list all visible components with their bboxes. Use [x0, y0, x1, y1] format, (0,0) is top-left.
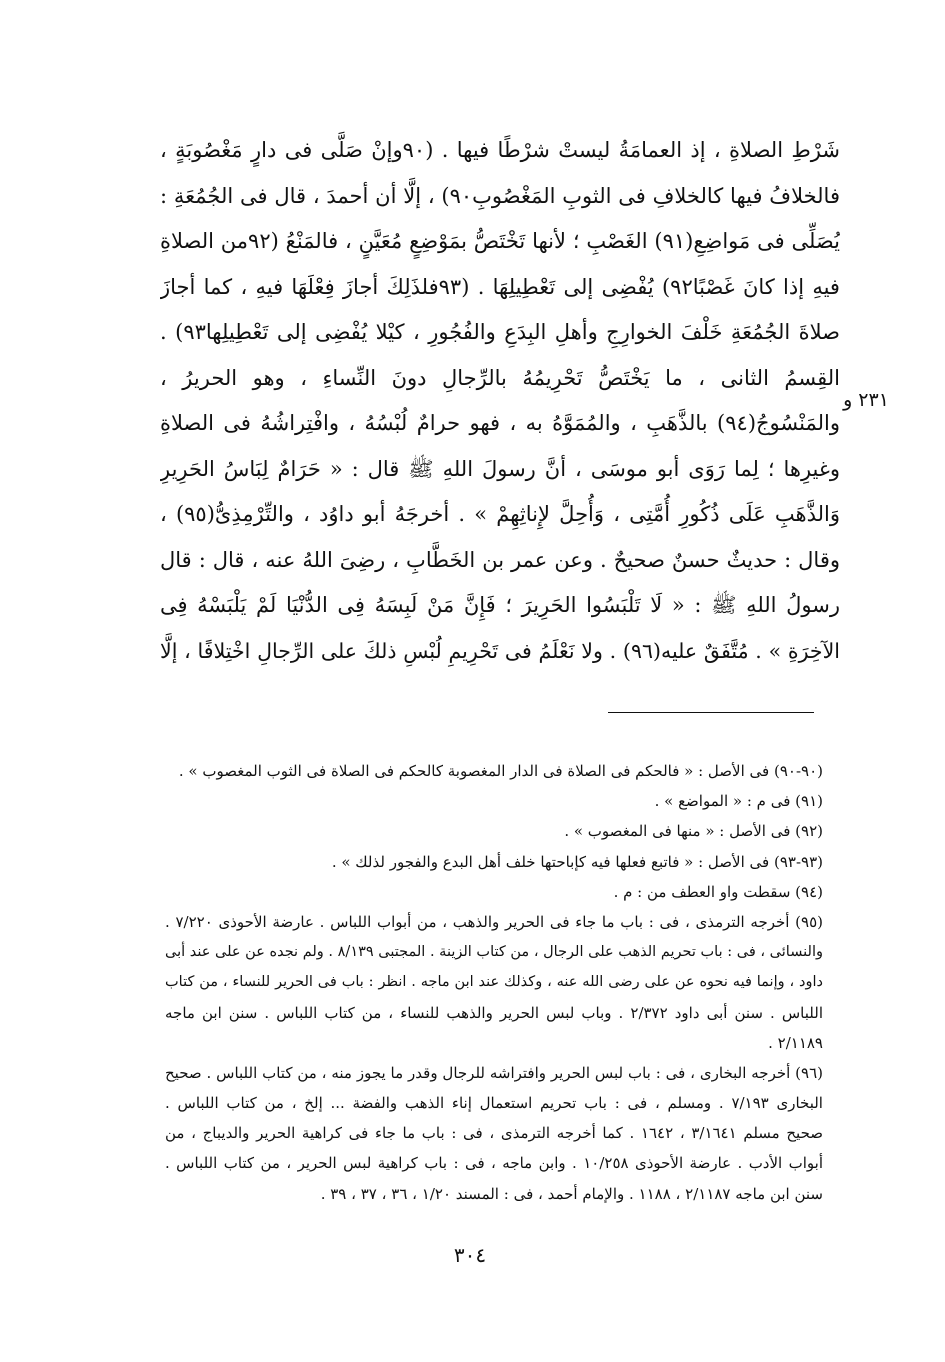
footnote-line: سنن ابن ماجه ٢/١١٨٧ ، ١١٨٨ . والإمام أحمد ، فى : المسند ١/٢٠ ، ٣٦ ، ٣٧ ، ٣٩ . [320, 1184, 823, 1203]
footnote-line: (٩٠-٩٠) فى الأصل : « فالحكم فى الصلاة فى الدار المغصوبة كالحكم فى الصلاة فى الثوب المغصوب » . [178, 762, 823, 780]
main-text-line: القِسمُ الثانى ، ما يَخْتَصُّ تَحْرِيمُهُ بالرِّجالِ دونَ النِّساءِ ، وهو الحريرُ ، [160, 365, 840, 390]
footnote-line: (٩٥) أخرجه الترمذى ، فى : باب ما جاء فى الحرير والذهب ، من أبواب اللباس . عارضة الأحوذى ٧/٢٢٠ . [165, 912, 823, 931]
main-text-line: الآخِرَةِ » . مُتَّفَقٌ عليه(٩٦) . ولا نَعْلَمُ فى تَحْرِيمِ لُبْسِ ذلكَ على الرِّجالِ اخْتِلافًا ، إلَّا [160, 638, 840, 663]
main-text-line: شَرْطِ الصلاةِ ، إذ العمامَةُ ليستْ شرْطًا فيها . (٩٠وإنْ صَلَّى فى دارٍ مَغْصُوبَةٍ ، [160, 138, 840, 162]
main-text-line: والمَنْسُوجُ(٩٤) بالذَّهَبِ ، والمُمَوَّهُ به ، فهو حرامٌ لُبْسُهُ ، وافْتِراشُهُ فى الصلاةِ [160, 411, 840, 435]
footnote-line: داود ، وإنما فيه نحوه عن على رضى الله عنه ، وكذلك عند ابن ماجه . انظر : باب فى الحرير للنساء ، من كتاب [165, 974, 823, 991]
main-text-block [160, 128, 840, 674]
main-text-line: فيهِ إذا كانَ غَصْبًا٩٢) يُفْضِى إلى تَعْطِيلِهَا . (٩٣فلذَلِكَ أجازَ فِعْلَهَا فيهِ ، كما أجازَ [160, 274, 840, 299]
footnote-line: (٩٢) فى الأصل : « منها فى المغصوب » . [564, 822, 823, 841]
page-number: ٣٠٤ [453, 1243, 487, 1267]
manuscript-folio-marker: ٢٣١ و [843, 389, 889, 411]
main-text-line: رسولُ اللهِ ﷺ : « لَا تَلْبَسُوا الحَرِيرَ ؛ فَإِنَّ مَنْ لَبِسَهُ فِى الدُّنْيَا لَمْ يَلْبَسْهُ فِى [160, 593, 840, 617]
main-text-line: وَالذَّهَبِ عَلَى ذُكُورِ أُمَّتِى ، وَأُحِلَّ لإِناثِهِمْ » . أخرجَهُ أبو داوُد ، والتِّرْمِذِىُّ(٩٥) ، [160, 502, 840, 526]
footnote-line: (٩٤) سقطت واو العطف من : م . [613, 882, 823, 901]
main-text-line: وغيرِها ؛ لِما رَوَى أبو موسَى ، أنَّ رسولَ اللهِ ﷺ قال : « حَرَامٌ لِبَاسُ الحَرِيرِ [160, 456, 840, 481]
footnote-line: (٩١) فى م : « المواضع » . [654, 792, 823, 811]
footnotes-block [165, 756, 823, 1209]
main-text-line: صلاةَ الجُمُعَةِ خَلْفَ الخوارِجِ وأهلِ البِدَعِ والفُجُورِ ، كيْلا يُفْضِى إلى تَعْطِيلِها٩٣) . [160, 320, 840, 344]
footnote-line: ٢/١١٨٩ . [768, 1033, 823, 1052]
footnote-line: (٩٣-٩٣) فى الأصل : « فاتبع فعلها فيه كإباحتها خلف أهل البدع والفجور لذلك » . [331, 852, 823, 871]
main-text-line: فالخلافُ فيها كالخلافِ فى الثوبِ المَغْصُوبِ٩٠) ، إلَّا أن أحمدَ ، قال فى الجُمُعَةِ : [160, 183, 840, 208]
main-text-line: يُصَلِّى فى مَواضِعِ(٩١) الغَصْبِ ؛ لأنها تَخْتَصُّ بمَوْضِعٍ مُعَيَّنٍ ، فالمَنْعُ (٩٢من الصلاةِ [160, 229, 840, 253]
footnote-line: أبواب الأدب . عارضة الأحوذى ١٠/٢٥٨ . وابن ماجه ، فى : باب كراهية لبس الحرير ، من كتاب اللباس . [165, 1154, 823, 1173]
footnote-line: صحيح مسلم ٣/١٦٤١ ، ١٦٤٢ . كما أخرجه الترمذى ، فى : باب ما جاء فى كراهية الحرير والديباج ، من [165, 1124, 823, 1143]
footnote-line: البخارى ٧/١٩٣ . ومسلم ، فى : باب تحريم استعمال إناء الذهب والفضة ... إلخ ، من كتاب اللباس . [165, 1094, 823, 1113]
footnote-line: (٩٦) أخرجه البخارى ، فى : باب لبس الحرير وافتراشه للرجال وقدر ما يجوز منه ، من كتاب اللباس . صحيح [165, 1063, 823, 1082]
main-text-line: وقال : حديثٌ حسنٌ صحيحٌ . وعن عمر بن الخَطَّابِ ، رضِىَ اللهُ عنه ، قال : قال [160, 547, 840, 572]
footnote-line: والنسائى ، فى : باب تحريم الذهب على الرجال ، من كتاب الزينة . المجتبى ٨/١٣٩ . ولم نجده عن على عند أبى [165, 944, 823, 961]
footnote-line: اللباس . سنن أبى داود ٢/٣٧٢ . وباب لبس الحرير والذهب للنساء ، من كتاب اللباس . سنن ابن ماجه [165, 1003, 823, 1022]
footnote-separator [608, 712, 814, 713]
